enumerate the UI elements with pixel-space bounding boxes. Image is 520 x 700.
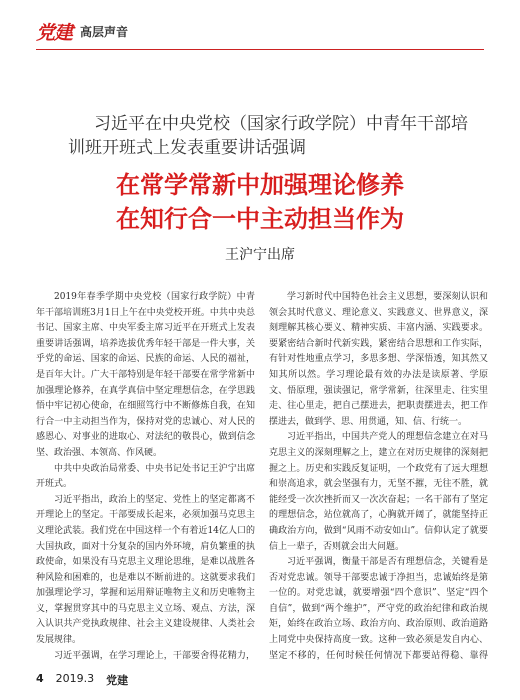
kicker-line-1: 习近平在中央党校（国家行政学院）中青年干部培 bbox=[94, 114, 468, 134]
paragraph: 2019年春季学期中央党校（国家行政学院）中青年干部培训班3月1日上午在中央党校开班。中共中央总书记、国家主席、中央军委主席习近平在开班式上发表重要讲话强调，培养选拔优秀年轻干部是一件大事，关乎党的命运、国家的命运、民族的命运、人民的福祉，是百年大计。广大干部特别是年轻干部要在常学常新中加强理论修养，在真学真信中坚定理想信念，在学思践悟中牢记初心使命，在细照笃行中不断修炼自我，在知行合一中主动担当作为，保持对党的忠诚心、对人民的感恩心、对事业的进取心、对法纪的敬畏心，做到信念坚、政治强、本领高、作风硬。 bbox=[36, 292, 255, 458]
right-column bbox=[269, 290, 488, 662]
kicker-line-2: 训班开班式上发表重要讲话强调 bbox=[68, 138, 306, 158]
article-byline: 王沪宁出席 bbox=[225, 247, 295, 263]
article-kicker bbox=[68, 112, 478, 160]
page-footer bbox=[36, 672, 128, 688]
article-title bbox=[0, 168, 520, 236]
article-body bbox=[36, 290, 488, 662]
paragraph: 习近平强调，在学习理论上，干部要舍得花精力， bbox=[54, 650, 255, 661]
left-column bbox=[36, 290, 255, 662]
title-line-1: 在常学常新中加强理论修养 bbox=[116, 171, 404, 199]
paragraph: 习近平指出，政治上的坚定、党性上的坚定都离不开理论上的坚定。干部要成长起来，必须加强马克思主义理论武装。我们党在中国这样一个有着近14亿人口的大国执政，面对十分复杂的国内外环境，肩负繁重的执政使命，如果没有马克思主义理论思维，是难以战胜各种风险和困难的，也是难以不断前进的。这就要求我们加强理论学习，掌握和运用辩证唯物主义和历史唯物主义，掌握贯穿其中的马克思主义立场、观点、方法，深入认识共产党执政规律、社会主义建设规律、人类社会发展规律。 bbox=[36, 494, 255, 646]
page-number: 4 bbox=[36, 672, 44, 685]
section-label: 高层声音 bbox=[80, 24, 129, 39]
issue-date: 2019.3 bbox=[55, 672, 95, 685]
header-divider bbox=[36, 49, 484, 50]
magazine-name: 党建 bbox=[106, 674, 129, 687]
paragraph: 中共中央政治局常委、中央书记处书记王沪宁出席开班式。 bbox=[36, 463, 255, 490]
paragraph: 学习新时代中国特色社会主义思想，要深刻认识和领会其时代意义、理论意义、实践意义、世界意义，深刻理解其核心要义、精神实质、丰富内涵、实践要求。要紧密结合新时代新实践，紧密结合思想和工作实际，有针对性地重点学习，多思多想、学深悟透，知其然又知其所以然。学习理论最有效的办法是读原著、学原文、悟原理，强读强记，常学常新，往深里走、往实里走、往心里走，把自己摆进去，把职责摆进去，把工作摆进去，做到学、思、用贯通，知、信、行统一。 bbox=[269, 292, 488, 427]
magazine-logo: 党建 bbox=[36, 21, 73, 44]
paragraph: 习近平强调，衡量干部是否有理想信念，关键看是否对党忠诚。领导干部要忠诚于净担当，忠诚始终是第一位的。对党忠诚，就要增强“四个意识”、坚定“四个自信”，做到“两个维护”，严守党的政治纪律和政治规矩，始终在政治立场、政治方向、政治原则、政治道路上同党中央保持高度一致。这种一致必须是发自内心、坚定不移的，任何时候任何情况下都要站得稳、靠得 bbox=[269, 557, 488, 661]
title-line-2: 在知行合一中主动担当作为 bbox=[116, 205, 404, 233]
paragraph: 习近平指出，中国共产党人的理想信念建立在对马克思主义的深刻理解之上，建立在对历史规律的深刻把握之上。历史和实践反复证明，一个政党有了远大理想和崇高追求，就会坚强有力，无坚不摧，无往不胜，就能经受一次次挫折而又一次次奋起；一名干部有了坚定的理想信念，站位就高了，心胸就开阔了，就能坚持正确政治方向，做到“风雨不动安如山”。信仰认定了就要信上一辈子，否则就会出大问题。 bbox=[269, 432, 488, 552]
page-header bbox=[36, 16, 128, 46]
